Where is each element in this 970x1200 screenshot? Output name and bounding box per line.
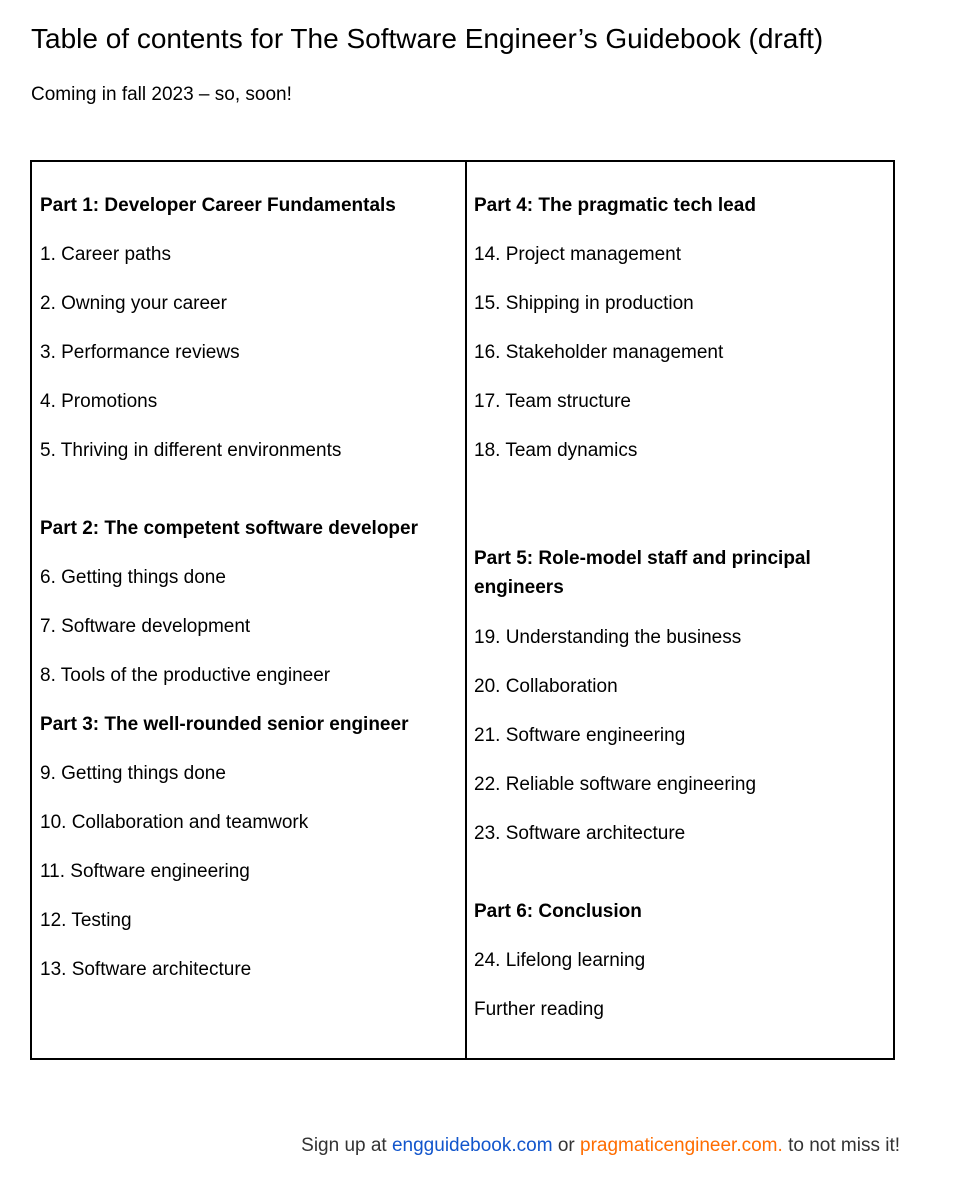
footer-prefix: Sign up at <box>301 1135 392 1156</box>
chapter-item: 11. Software engineering <box>40 861 250 882</box>
chapter-item: 10. Collaboration and teamwork <box>40 812 309 833</box>
chapter-item: 13. Software architecture <box>40 959 252 980</box>
chapter-item: 24. Lifelong learning <box>474 950 646 971</box>
chapter-item: Further reading <box>474 999 604 1020</box>
chapter-item: 16. Stakeholder management <box>474 342 724 363</box>
part-heading: Part 4: The pragmatic tech lead <box>474 195 756 216</box>
pragmaticengineer-link[interactable]: pragmaticengineer.com. <box>580 1135 783 1156</box>
toc-left-column <box>32 162 467 1058</box>
footer-middle: or <box>552 1135 581 1156</box>
chapter-item: 5. Thriving in different environments <box>40 440 342 461</box>
engguidebook-link[interactable]: engguidebook.com <box>391 1135 553 1156</box>
chapter-item: 3. Performance reviews <box>40 342 240 363</box>
signup-footer <box>301 1131 900 1161</box>
chapter-item: 4. Promotions <box>40 391 158 412</box>
chapter-item: 8. Tools of the productive engineer <box>40 665 331 686</box>
part-heading: Part 1: Developer Career Fundamentals <box>40 195 396 216</box>
part-heading: Part 3: The well-rounded senior engineer <box>40 714 409 735</box>
page-subtitle: Coming in fall 2023 – so, soon! <box>31 84 292 105</box>
chapter-item: 20. Collaboration <box>474 676 618 697</box>
toc-table <box>30 160 895 1060</box>
chapter-item: 22. Reliable software engineering <box>474 774 757 795</box>
chapter-item: 1. Career paths <box>40 244 171 265</box>
chapter-item: 2. Owning your career <box>40 293 227 314</box>
chapter-item: 18. Team dynamics <box>474 440 638 461</box>
chapter-item: 6. Getting things done <box>40 567 226 588</box>
chapter-item: 23. Software architecture <box>474 823 686 844</box>
chapter-item: 7. Software development <box>40 616 251 637</box>
chapter-item: 12. Testing <box>40 910 132 931</box>
page-title: Table of contents for The Software Engineer’s Guidebook (draft) <box>31 23 824 54</box>
chapter-item: 19. Understanding the business <box>474 627 742 648</box>
chapter-item: 15. Shipping in production <box>474 293 694 314</box>
footer-suffix: to not miss it! <box>782 1135 900 1156</box>
toc-right-column <box>465 162 893 1058</box>
chapter-item: 9. Getting things done <box>40 763 226 784</box>
part-heading: Part 6: Conclusion <box>474 901 642 922</box>
part-heading: Part 2: The competent software developer <box>40 518 418 539</box>
chapter-item: 21. Software engineering <box>474 725 686 746</box>
chapter-item: 17. Team structure <box>474 391 632 412</box>
part-heading: Part 5: Role-model staff and principal engineers <box>474 548 811 598</box>
chapter-item: 14. Project management <box>474 244 682 265</box>
